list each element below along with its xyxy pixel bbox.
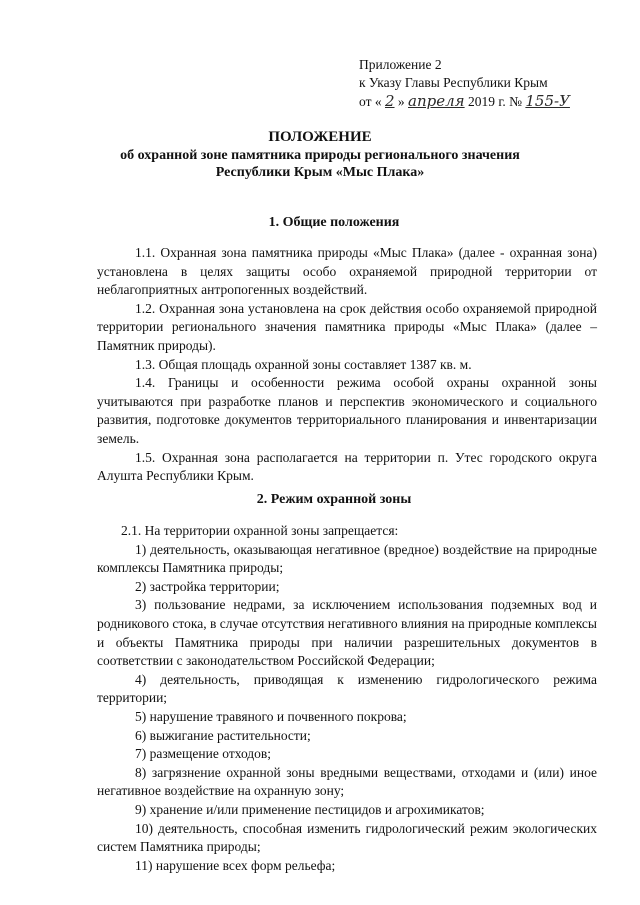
paragraph: 1.2. Охранная зона установлена на срок действия особо охраняемой природной территории регионального значения памятника природы «Мыс Плака» (далее – Памятник природы). (97, 300, 597, 353)
document-subtitle-line2: Республики Крым «Мыс Плака» (215, 165, 425, 180)
paragraph: 1.1. Охранная зона памятника природы «Мыс Плака» (далее - охранная зона) установлена в целях защиты особо охраняемой природной территории от неблагоприятных антропогенных воздействий. (97, 245, 597, 298)
section1-heading: 1. Общие положения (268, 215, 400, 230)
list-item: 3) пользование недрами, за исключением использования подземных вод и родникового стока, в случае отсутствия негативного влияния на природные комплексы и объекты Памятника природы при наличии разрешительных документов в соответствии с законодательством Российской Федерации; (97, 597, 597, 669)
date-year: 2019 г. № (467, 94, 523, 109)
appendix-header (359, 56, 629, 111)
list-item: 11) нарушение всех форм рельефа; (135, 857, 336, 873)
list-item: 5) нарушение травяного и почвенного покрова; (135, 708, 407, 724)
list-item: 10) деятельность, способная изменить гидрологический режим экологических систем Памятника природы; (97, 820, 597, 855)
list-item: 4) деятельность, приводящая к изменению гидрологического режима территории; (97, 671, 597, 706)
date-quote-close: » (397, 94, 405, 109)
handwritten-number: 155-У (525, 92, 570, 110)
section2-body (97, 522, 597, 875)
handwritten-day: 2 (384, 92, 395, 110)
appendix-decree-ref: к Указу Главы Республики Крым (359, 75, 548, 90)
paragraph: 1.5. Охранная зона располагается на территории п. Утес городского округа Алушта Республики Крым. (97, 449, 597, 484)
list-item: 6) выжигание растительности; (135, 727, 311, 743)
paragraph: 2.1. На территории охранной зоны запрещается: (121, 523, 399, 538)
document-title: ПОЛОЖЕНИЕ (268, 129, 372, 145)
appendix-date-line (359, 92, 629, 111)
list-item: 8) загрязнение охранной зоны вредными веществами, отходами и (или) иное негативное воздействие на охранную зону; (97, 764, 597, 799)
appendix-title: Приложение 2 (359, 57, 442, 72)
date-prefix: от « (359, 94, 382, 109)
list-item: 7) размещение отходов; (135, 746, 272, 762)
paragraph: 1.3. Общая площадь охранной зоны составляет 1387 кв. м. (135, 356, 472, 372)
handwritten-month: апреля (408, 92, 465, 110)
section1-body (97, 244, 597, 486)
list-item: 2) застройка территории; (135, 578, 280, 594)
document-subtitle-line1: об охранной зоне памятника природы регионального значения (120, 148, 520, 163)
list-item: 9) хранение и/или применение пестицидов и агрохимикатов; (135, 801, 485, 817)
paragraph: 1.4. Границы и особенности режима особой охраны охранной зоны учитываются при разработке планов и перспектив экономического и социального развития, подготовке документов территориального планирования и инвентаризации земель. (97, 375, 597, 446)
list-item: 1) деятельность, оказывающая негативное (вредное) воздействие на природные комплексы Памятника природы; (97, 541, 597, 576)
section2-heading: 2. Режим охранной зоны (256, 492, 412, 507)
